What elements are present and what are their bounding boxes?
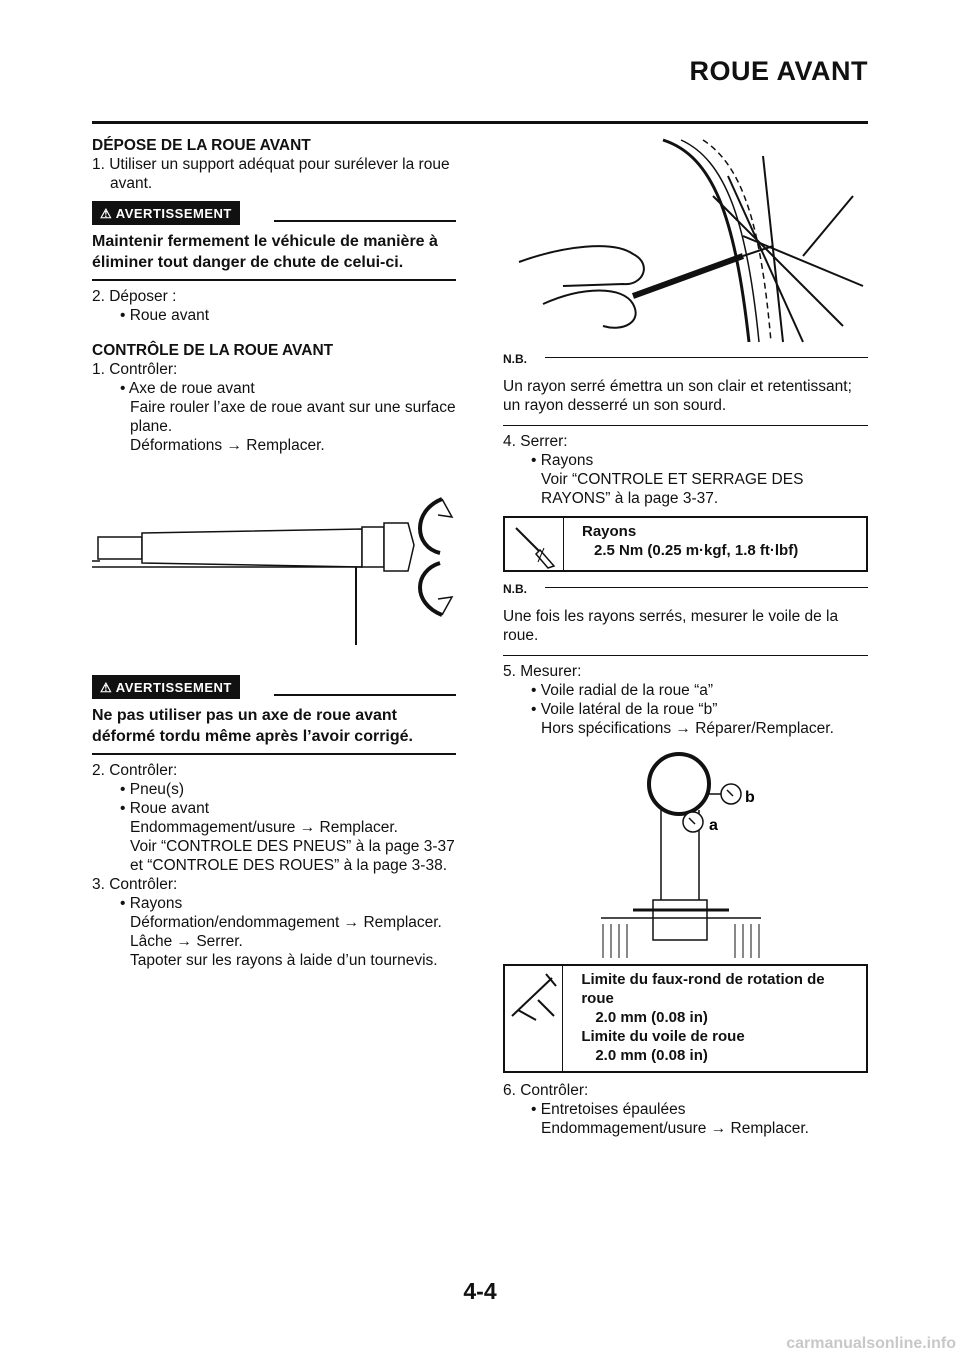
depose-step-2-item: • Roue avant [120, 307, 210, 324]
step-6-result: Endommagement/usure → Remplacer. [541, 1120, 809, 1137]
torque-spec-box [503, 516, 868, 572]
ctrl-step-2-result: Endommagement/usure → Remplacer. [130, 819, 398, 836]
step-5-item-1: • Voile radial de la roue “a” [531, 682, 714, 699]
torque-wrench-icon [505, 518, 564, 570]
limit-1-name: Limite du faux-rond de rotation de roue [581, 971, 825, 1007]
ctrl-step-2-item-1: • Pneu(s) [120, 781, 185, 798]
limit-2-value: 2.0 mm (0.08 in) [595, 1047, 708, 1064]
nb-label-1: N.B. [503, 350, 868, 369]
ctrl-step-2: 2. Contrôler: [92, 762, 178, 779]
wheel-runout-figure [503, 750, 868, 960]
step-5-result: Hors spécifications → Réparer/Remplacer. [541, 720, 834, 737]
depose-step-1: 1. Utiliser un support adéquat pour surélever la roue avant. [92, 156, 450, 192]
label-b: b [745, 789, 755, 806]
watermark: carmanualsonline.info [786, 1335, 956, 1352]
warning-block-1 [92, 201, 456, 281]
controle-heading: CONTRÔLE DE LA ROUE AVANT [92, 342, 334, 359]
ctrl-step-2-item-2: • Roue avant [120, 800, 210, 817]
torque-name: Rayons [582, 523, 637, 540]
header-rule [92, 121, 868, 124]
ctrl-step-1: 1. Contrôler: [92, 361, 178, 378]
depose-step-2: 2. Déposer : [92, 288, 177, 305]
ctrl-step-1-item: • Axe de roue avant [120, 380, 255, 397]
nb-text-1: Un rayon serré émettra un son clair et retentissant; un rayon desserré un son sourd. [503, 377, 868, 426]
step-6: 6. Contrôler: [503, 1082, 589, 1099]
ctrl-step-3-item: • Rayons [120, 895, 183, 912]
step-4-ref: Voir “CONTROLE ET SERRAGE DES RAYONS” à la page 3-37. [541, 471, 804, 507]
step-4: 4. Serrer: [503, 433, 568, 450]
caliper-icon [505, 966, 563, 1071]
limit-spec-box [503, 964, 868, 1073]
ctrl-step-3: 3. Contrôler: [92, 876, 178, 893]
step-6-item: • Entretoises épaulées [531, 1101, 686, 1118]
step-5-item-2: • Voile latéral de la roue “b” [531, 701, 718, 718]
left-column [92, 136, 456, 970]
nb-text-2: Une fois les rayons serrés, mesurer le voile de la roue. [503, 607, 868, 656]
page-number: 4-4 [463, 1278, 497, 1304]
torque-value: 2.5 Nm (0.25 m·kgf, 1.8 ft·lbf) [594, 542, 799, 559]
ctrl-step-3-result-3: Tapoter sur les rayons à laide d’un tournevis. [130, 952, 438, 969]
warning-text-2: Ne pas utiliser pas un axe de roue avant déformé tordu même après l’avoir corrigé. [92, 705, 456, 755]
ctrl-step-1-detail: Faire rouler l’axe de roue avant sur une surface plane. [130, 399, 456, 435]
ctrl-step-2-ref: Voir “CONTROLE DES PNEUS” à la page 3-37 et “CONTROLE DES ROUES” à la page 3-38. [130, 838, 455, 874]
warning-triangle-icon: ⚠ [100, 206, 113, 221]
label-a: a [709, 817, 718, 834]
ctrl-step-3-result-2: Lâche → Serrer. [130, 933, 243, 950]
axle-check-figure [92, 491, 456, 661]
depose-heading: DÉPOSE DE LA ROUE AVANT [92, 137, 311, 154]
warning-triangle-icon: ⚠ [100, 680, 113, 695]
limit-1-value: 2.0 mm (0.08 in) [595, 1009, 708, 1026]
spoke-tapping-figure [503, 136, 868, 346]
limit-2-name: Limite du voile de roue [581, 1028, 745, 1045]
warning-text-1: Maintenir fermement le véhicule de manière à éliminer tout danger de chute de celui-ci. [92, 231, 456, 281]
right-column [503, 136, 868, 1138]
ctrl-step-3-result-1: Déformation/endommagement → Remplacer. [130, 914, 442, 931]
warning-badge: ⚠ AVERTISSEMENT [92, 201, 240, 225]
warning-badge: ⚠ AVERTISSEMENT [92, 675, 240, 699]
nb-label-2: N.B. [503, 580, 868, 599]
warning-block-2 [92, 675, 456, 755]
page-title: ROUE AVANT [689, 56, 868, 86]
step-4-item: • Rayons [531, 452, 594, 469]
step-5: 5. Mesurer: [503, 663, 582, 680]
ctrl-step-1-result: Déformations → Remplacer. [130, 437, 325, 454]
